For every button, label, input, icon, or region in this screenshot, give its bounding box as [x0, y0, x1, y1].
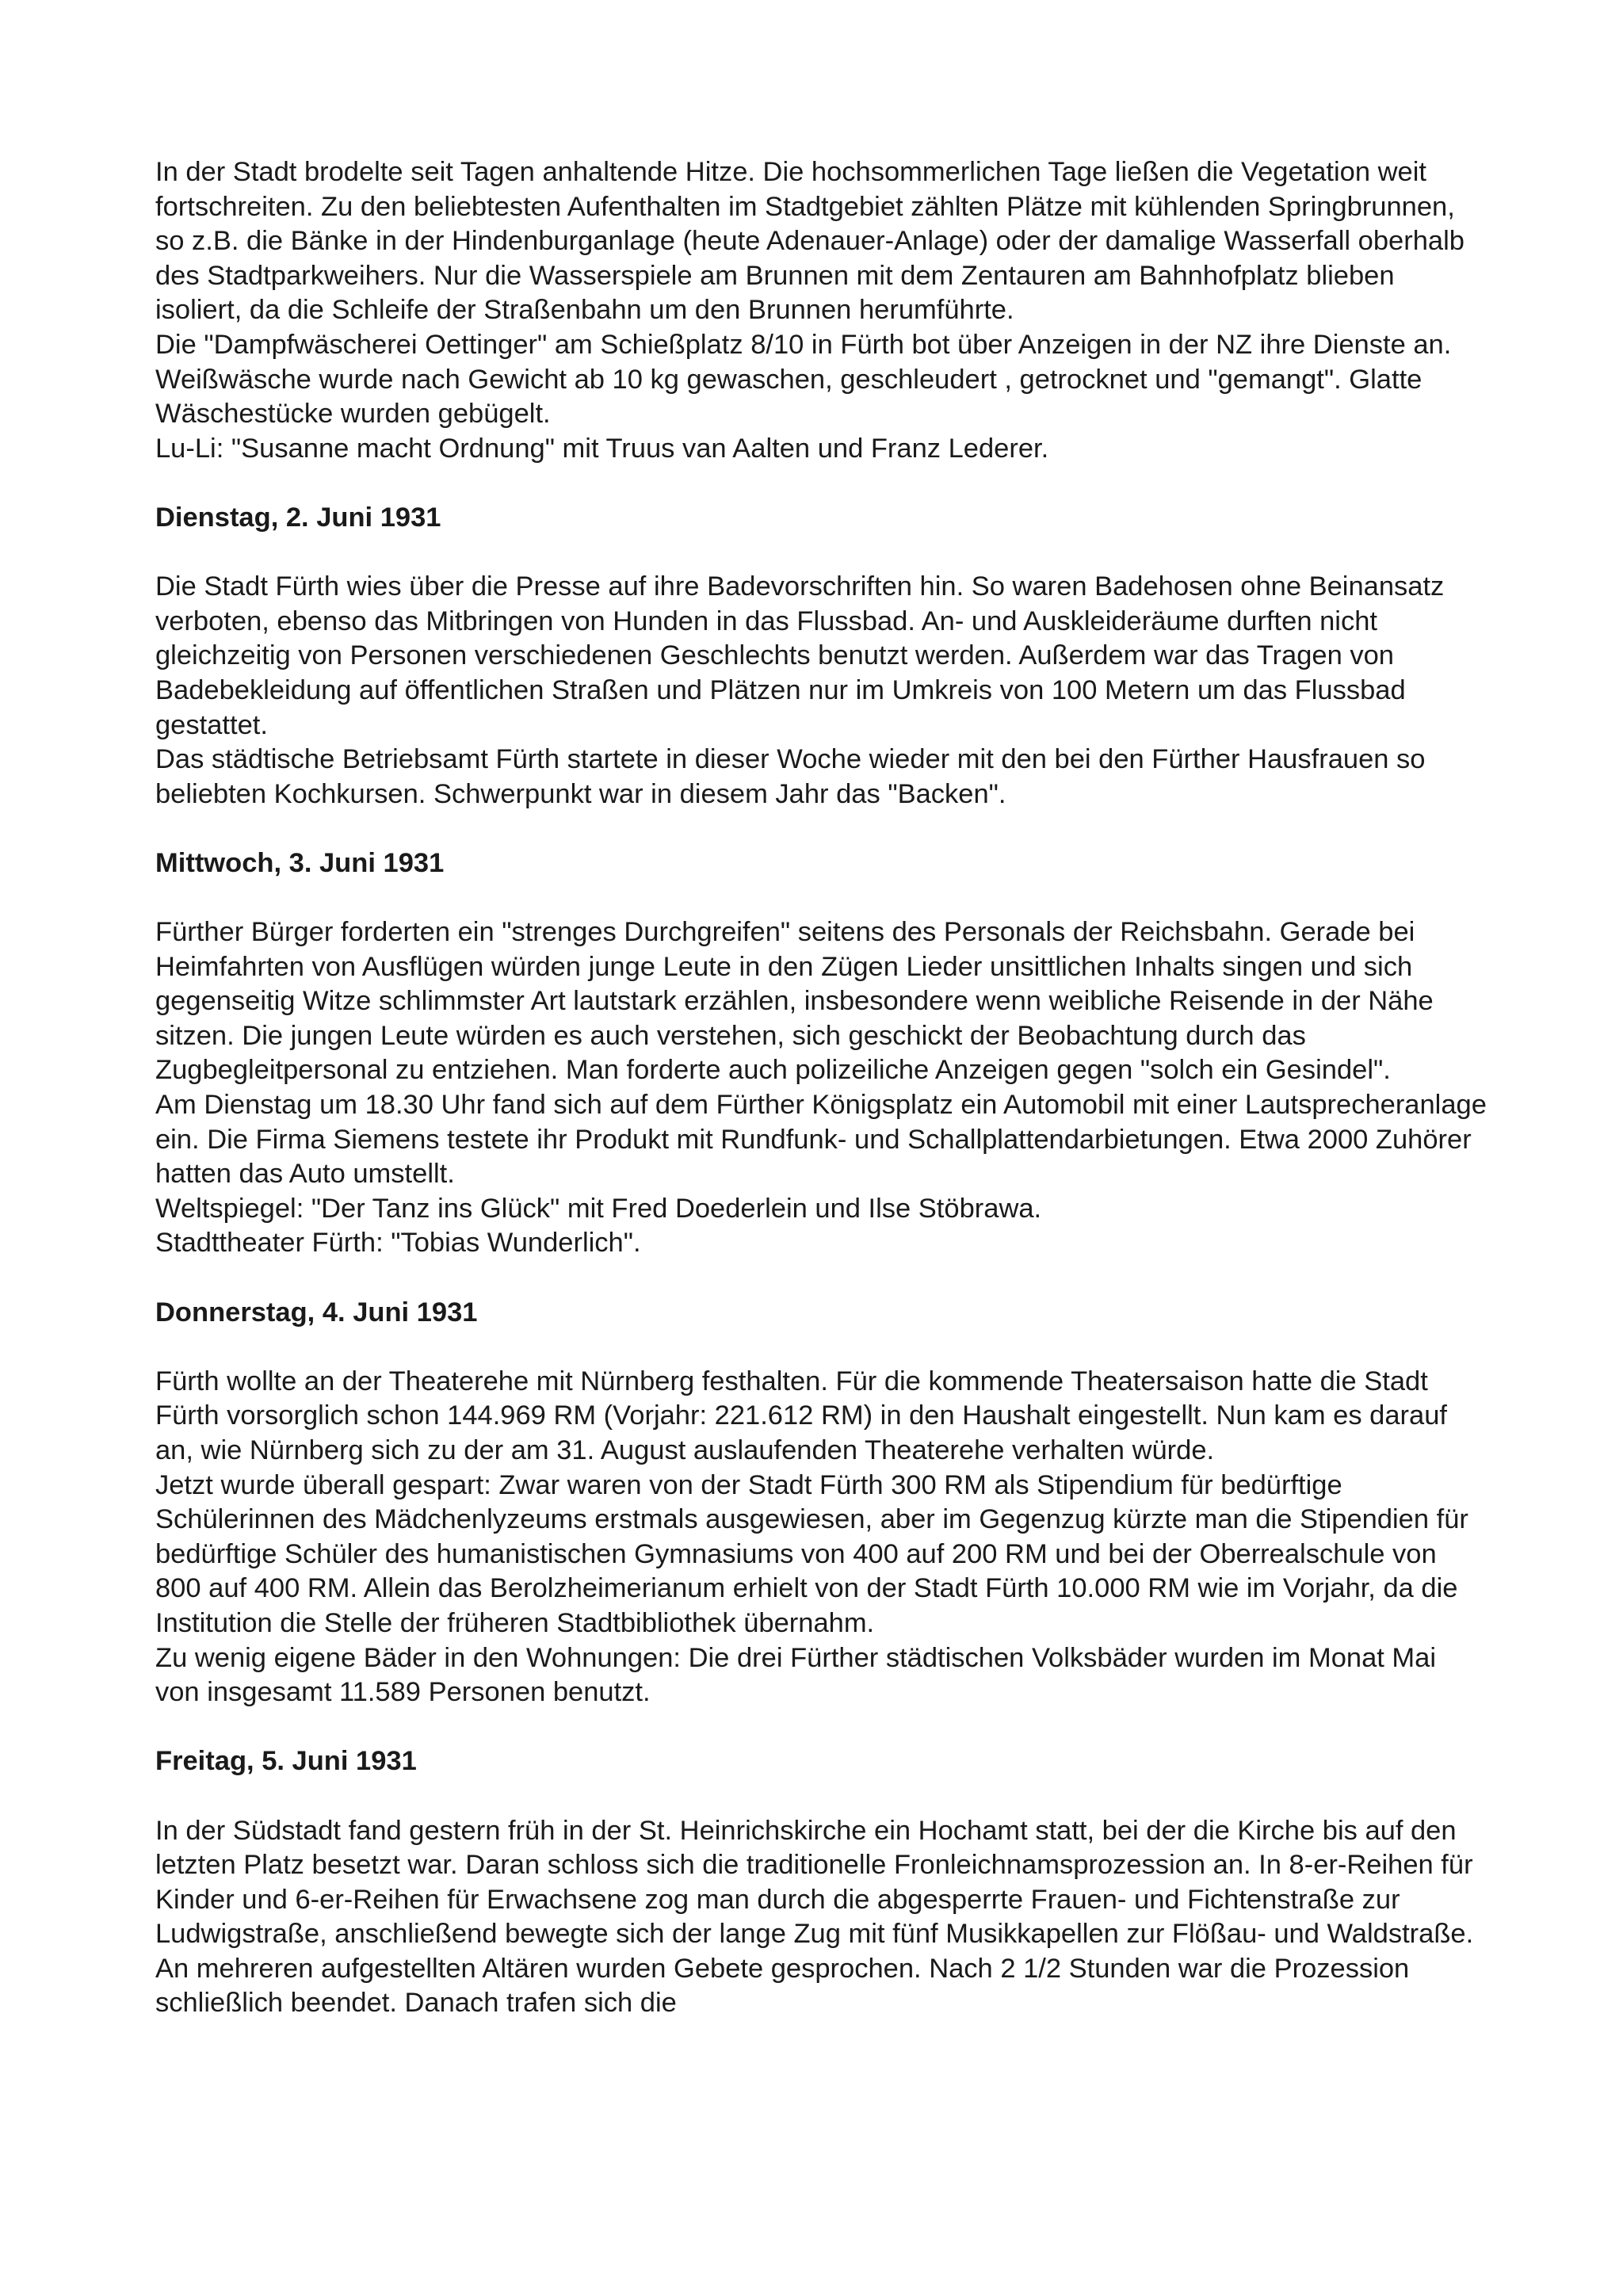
paragraph: Das städtische Betriebsamt Fürth startete in dieser Woche wieder mit den bei den Fürther Hausfrauen so beliebten Kochkursen. Schwerpunkt war in diesem Jahr das "Backen".: [155, 744, 1426, 809]
intro-section: [155, 155, 1487, 466]
paragraph: Die "Dampfwäscherei Oettinger" am Schießplatz 8/10 in Fürth bot über Anzeigen in der NZ ihre Dienste an. Weißwäsche wurde nach Gewicht ab 10 kg gewaschen, geschleudert , getrocknet und "gemangt". Glatte Wäschestücke wurden gebügelt.: [155, 329, 1452, 430]
entry-section: [155, 501, 1487, 812]
paragraph: Jetzt wurde überall gespart: Zwar waren von der Stadt Fürth 300 RM als Stipendium für bedürftige Schülerinnen des Mädchenlyzeums erstmals ausgewiesen, aber im Gegenzug kürzte man die Stipendien für bedürftige Schüler des humanistischen Gymnasiums von 400 auf 200 RM und bei der Oberrealschule von 800 auf 400 RM. Allein das Berolzheimerianum erhielt von der Stadt Fürth 10.000 RM wie im Vorjahr, da die Institution die Stelle der früheren Stadtbibliothek übernahm.: [155, 1469, 1468, 1638]
entry-date-heading: Dienstag, 2. Juni 1931: [155, 502, 441, 533]
paragraph: Fürther Bürger forderten ein "strenges Durchgreifen" seitens des Personals der Reichsbahn. Gerade bei Heimfahrten von Ausflügen würden junge Leute in den Zügen Lieder unsittlichen Inhalts singen und sich gegenseitig Witze schlimmster Art lautstark erzählen, insbesondere wenn weibliche Reisende in der Nähe sitzen. Die jungen Leute würden es auch verstehen, sich geschickt der Beobachtung durch das Zugbegleitpersonal zu entziehen. Man forderte auch polizeiliche Anzeigen gegen "solch ein Gesindel".: [155, 917, 1434, 1086]
entry-date-heading: Donnerstag, 4. Juni 1931: [155, 1297, 478, 1328]
entry-section: [155, 1296, 1487, 1710]
paragraph: Fürth wollte an der Theaterehe mit Nürnberg festhalten. Für die kommende Theatersaison hatte die Stadt Fürth vorsorglich schon 144.969 RM (Vorjahr: 221.612 RM) in den Haushalt eingestellt. Nun kam es darauf an, wie Nürnberg sich zu der am 31. August auslaufenden Theaterehe verhalten würde.: [155, 1366, 1448, 1465]
entry-date-heading: Freitag, 5. Juni 1931: [155, 1746, 417, 1777]
paragraph: In der Südstadt fand gestern früh in der St. Heinrichskirche ein Hochamt statt, bei der die Kirche bis auf den letzten Platz besetzt war. Daran schloss sich die traditionelle Fronleichnamsprozession an. In 8-er-Reihen für Kinder und 6-er-Reihen für Erwachsene zog man durch die abgesperrte Frauen- und Fichtenstraße zur Ludwigstraße, anschließend bewegte sich der lange Zug mit fünf Musikkapellen zur Flößau- und Waldstraße. An mehreren aufgestellten Altären wurden Gebete gesprochen. Nach 2 1/2 Stunden war die Prozession schließlich beendet. Danach trafen sich die: [155, 1815, 1474, 2019]
entry-section: [155, 846, 1487, 1261]
paragraph: Zu wenig eigene Bäder in den Wohnungen: Die drei Fürther städtischen Volksbäder wurden im Monat Mai von insgesamt 11.589 Personen benutzt.: [155, 1642, 1437, 1708]
paragraph: Weltspiegel: "Der Tanz ins Glück" mit Fred Doederlein und Ilse Stöbrawa.: [155, 1193, 1042, 1224]
paragraph: Lu-Li: "Susanne macht Ordnung" mit Truus van Aalten und Franz Lederer.: [155, 433, 1049, 464]
paragraph: Die Stadt Fürth wies über die Presse auf ihre Badevorschriften hin. So waren Badehosen ohne Beinansatz verboten, ebenso das Mitbringen von Hunden in das Flussbad. An- und Auskleideräume durften nicht gleichzeitig von Personen verschiedenen Geschlechts benutzt werden. Außerdem war das Tragen von Badebekleidung auf öffentlichen Straßen und Plätzen nur im Umkreis von 100 Metern um das Flussbad gestattet.: [155, 571, 1445, 740]
paragraph: Am Dienstag um 18.30 Uhr fand sich auf dem Fürther Königsplatz ein Automobil mit einer Lautsprecheranlage ein. Die Firma Siemens testete ihr Produkt mit Rundfunk- und Schallplattendarbietungen. Etwa 2000 Zuhörer hatten das Auto umstellt.: [155, 1090, 1487, 1190]
paragraph: Stadttheater Fürth: "Tobias Wunderlich".: [155, 1228, 641, 1259]
document-page: [155, 155, 1487, 2021]
entry-section: [155, 1744, 1487, 2021]
entry-date-heading: Mittwoch, 3. Juni 1931: [155, 847, 445, 878]
paragraph: In der Stadt brodelte seit Tagen anhaltende Hitze. Die hochsommerlichen Tage ließen die Vegetation weit fortschreiten. Zu den beliebtesten Aufenthalten im Stadtgebiet zählten Plätze mit kühlenden Springbrunnen, so z.B. die Bänke in der Hindenburganlage (heute Adenauer-Anlage) oder der damalige Wasserfall oberhalb des Stadtparkweihers. Nur die Wasserspiele am Brunnen mit dem Zentauren am Bahnhofplatz blieben isoliert, da die Schleife der Straßenbahn um den Brunnen herumführte.: [155, 157, 1465, 326]
